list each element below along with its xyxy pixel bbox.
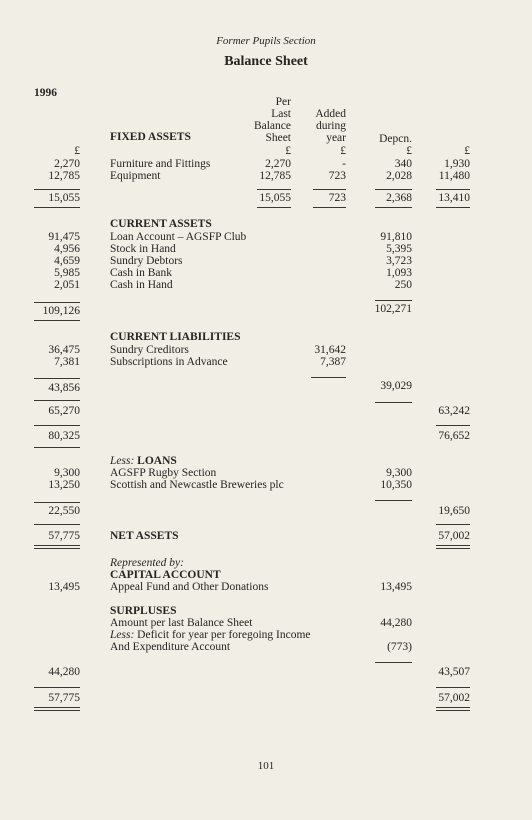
double-rule xyxy=(436,707,470,711)
rule xyxy=(375,207,412,208)
col-added-line3: year xyxy=(326,132,346,144)
current-asset-label: Cash in Hand xyxy=(110,279,173,291)
col-added-line2: during xyxy=(315,120,346,132)
loan-prior: 13,250 xyxy=(48,479,80,491)
rule xyxy=(34,524,80,525)
current-asset-prior: 4,956 xyxy=(54,243,80,255)
rule xyxy=(257,207,291,208)
current-asset-prior: 5,985 xyxy=(54,267,80,279)
rule xyxy=(436,189,470,190)
rule xyxy=(34,320,80,321)
loan-prior: 9,300 xyxy=(54,467,80,479)
current-asset-label: Loan Account – AGSFP Club xyxy=(110,231,247,243)
liability-value: 7,387 xyxy=(320,356,346,368)
net-assets-prior: 57,775 xyxy=(48,530,80,542)
liability-label: Sundry Creditors xyxy=(110,344,189,356)
capital-prior: 13,495 xyxy=(48,581,80,593)
grand-total-prior: 57,775 xyxy=(48,692,80,704)
col-per-line2: Last xyxy=(271,108,291,120)
col-added-currency: £ xyxy=(340,145,346,157)
rule xyxy=(34,447,80,448)
col-depcn-currency: £ xyxy=(406,145,412,157)
fixed-row-per-last: 12,785 xyxy=(259,170,291,182)
surplus-label: Amount per last Balance Sheet xyxy=(110,617,253,629)
rule xyxy=(375,189,412,190)
rule xyxy=(375,500,412,501)
net-assets-net: 57,002 xyxy=(438,530,470,542)
deficit-label: And Expenditure Account xyxy=(110,641,231,653)
liability-prior: 7,381 xyxy=(54,356,80,368)
surplus-value: 44,280 xyxy=(380,617,412,629)
rule xyxy=(436,687,470,688)
subtotal-net: 76,652 xyxy=(438,430,470,442)
page-title: Balance Sheet xyxy=(224,54,308,69)
loans-title: LOANS xyxy=(137,455,177,467)
fixed-row-label: Furniture and Fittings xyxy=(110,158,211,170)
liability-label: Subscriptions in Advance xyxy=(110,356,228,368)
fixed-total-depcn: 2,368 xyxy=(386,192,412,204)
current-asset-label: Sundry Debtors xyxy=(110,255,183,267)
current-asset-value: 91,810 xyxy=(380,231,412,243)
fixed-row-per-last: 2,270 xyxy=(265,158,291,170)
current-asset-label: Stock in Hand xyxy=(110,243,176,255)
fixed-assets-heading: FIXED ASSETS xyxy=(110,131,191,143)
capital-value: 13,495 xyxy=(380,581,412,593)
less-label: Less: xyxy=(110,455,135,467)
liabilities-total: 39,029 xyxy=(380,380,412,392)
loan-label: AGSFP Rugby Section xyxy=(110,467,217,479)
liability-prior: 36,475 xyxy=(48,344,80,356)
col-per-line1: Per xyxy=(275,96,291,108)
fixed-row-prior: 2,270 xyxy=(54,158,80,170)
surplus-total-net: 43,507 xyxy=(438,666,470,678)
section-title: Former Pupils Section xyxy=(216,35,316,47)
rule xyxy=(34,400,80,401)
col-depcn: Depcn. xyxy=(379,133,412,145)
rule xyxy=(436,207,470,208)
loan-value: 10,350 xyxy=(380,479,412,491)
year-label: 1996 xyxy=(34,87,57,99)
col-per-line4: Sheet xyxy=(265,132,291,144)
loans-total-prior: 22,550 xyxy=(48,505,80,517)
current-assets-heading: CURRENT ASSETS xyxy=(110,218,212,230)
loan-label: Scottish and Newcastle Breweries plc xyxy=(110,479,284,491)
rule xyxy=(34,378,80,379)
page-number: 101 xyxy=(257,760,275,772)
current-assets-total: 102,271 xyxy=(374,303,412,315)
rule xyxy=(34,207,80,208)
net-current-net: 63,242 xyxy=(438,405,470,417)
col-per-line3: Balance xyxy=(253,120,291,132)
fixed-total-added: 723 xyxy=(328,192,346,204)
surplus-total-prior: 44,280 xyxy=(48,666,80,678)
rule xyxy=(313,207,346,208)
current-asset-value: 5,395 xyxy=(386,243,412,255)
col-net-currency: £ xyxy=(464,145,470,157)
current-asset-label: Cash in Bank xyxy=(110,267,172,279)
capital-account-heading: CAPITAL ACCOUNT xyxy=(110,569,221,581)
rule xyxy=(34,502,80,503)
fixed-row-net: 1,930 xyxy=(444,158,470,170)
rule xyxy=(313,189,346,190)
current-asset-value: 1,093 xyxy=(386,267,412,279)
double-rule xyxy=(34,707,80,711)
fixed-total-per-last: 15,055 xyxy=(259,192,291,204)
col-added-line1: Added xyxy=(315,108,346,120)
fixed-total-prior: 15,055 xyxy=(48,192,80,204)
rule xyxy=(34,189,80,190)
grand-total-net: 57,002 xyxy=(438,692,470,704)
col-per-currency: £ xyxy=(285,145,291,157)
less-label: Less: xyxy=(110,629,135,641)
net-current-prior: 65,270 xyxy=(48,405,80,417)
rule xyxy=(375,402,412,403)
rule xyxy=(311,377,346,378)
current-asset-value: 3,723 xyxy=(386,255,412,267)
fixed-row-label: Equipment xyxy=(110,170,161,182)
current-asset-prior: 4,659 xyxy=(54,255,80,267)
double-rule xyxy=(34,545,80,549)
rule xyxy=(375,300,412,301)
current-asset-prior: 91,475 xyxy=(48,231,80,243)
deficit-value: (773) xyxy=(387,641,412,653)
subtotal-prior: 80,325 xyxy=(48,430,80,442)
rule xyxy=(375,662,412,663)
surpluses-heading: SURPLUSES xyxy=(110,605,177,617)
net-assets-label: NET ASSETS xyxy=(110,530,179,542)
rule xyxy=(257,189,291,190)
rule xyxy=(34,687,80,688)
current-asset-prior: 2,051 xyxy=(54,279,80,291)
fixed-row-added: - xyxy=(342,158,346,170)
double-rule xyxy=(436,545,470,549)
deficit-text: Deficit for year per foregoing Income xyxy=(137,629,311,641)
rule xyxy=(34,302,80,303)
col-prior-currency: £ xyxy=(74,145,80,157)
rule xyxy=(436,524,470,525)
fixed-row-depcn: 340 xyxy=(394,158,412,170)
liabilities-total-prior: 43,856 xyxy=(48,382,80,394)
fixed-row-prior: 12,785 xyxy=(48,170,80,182)
rule xyxy=(34,425,80,426)
loans-total-net: 19,650 xyxy=(438,505,470,517)
loan-value: 9,300 xyxy=(386,467,412,479)
fixed-row-depcn: 2,028 xyxy=(386,170,412,182)
represented-by-label: Represented by: xyxy=(110,557,184,569)
fixed-total-net: 13,410 xyxy=(438,192,470,204)
fixed-row-added: 723 xyxy=(328,170,346,182)
current-assets-total-prior: 109,126 xyxy=(42,305,80,317)
current-asset-value: 250 xyxy=(394,279,412,291)
capital-label: Appeal Fund and Other Donations xyxy=(110,581,269,593)
fixed-row-net: 11,480 xyxy=(438,170,470,182)
liability-value: 31,642 xyxy=(314,344,346,356)
rule xyxy=(436,425,470,426)
current-liabilities-heading: CURRENT LIABILITIES xyxy=(110,331,241,343)
